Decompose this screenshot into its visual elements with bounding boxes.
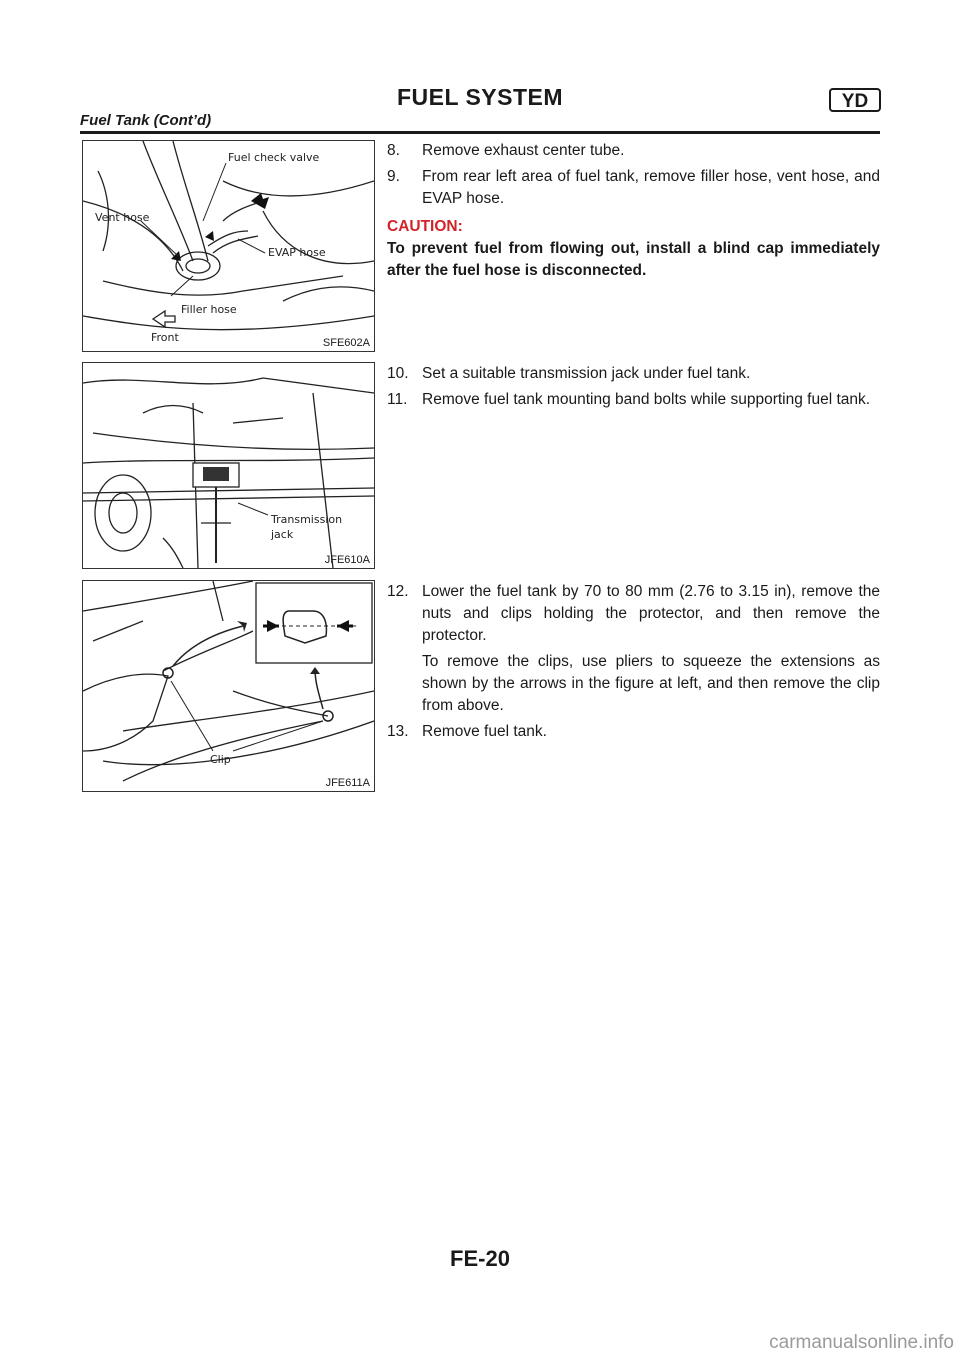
section-badge: YD bbox=[829, 88, 881, 112]
page-title: FUEL SYSTEM bbox=[396, 84, 564, 110]
step-number: 11. bbox=[387, 391, 408, 408]
label-vent-hose: Vent hose bbox=[95, 211, 150, 224]
step-11 bbox=[387, 389, 880, 411]
step-text: From rear left area of fuel tank, remove filler hose, vent hose, and EVAP hose. bbox=[422, 168, 880, 207]
caution-heading: CAUTION: bbox=[387, 218, 463, 235]
steps-section-2 bbox=[387, 363, 880, 415]
step-number: 8. bbox=[387, 142, 400, 159]
figure-code: JFE610A bbox=[324, 554, 370, 566]
label-clip: Clip bbox=[210, 753, 231, 766]
label-fuel-check-valve: Fuel check valve bbox=[228, 151, 320, 164]
transmission-jack-illustration bbox=[83, 363, 374, 568]
step-12 bbox=[387, 581, 880, 717]
step-10 bbox=[387, 363, 880, 385]
label-evap-hose: EVAP hose bbox=[268, 246, 326, 259]
caution-text: To prevent fuel from flowing out, install a blind cap immediately after the fuel hose is disconnected. bbox=[387, 240, 880, 279]
figure-protector-clip bbox=[82, 580, 375, 792]
label-transmission: Transmission bbox=[271, 513, 343, 526]
header-rule bbox=[80, 131, 880, 134]
step-number: 10. bbox=[387, 365, 409, 382]
label-front: Front bbox=[151, 331, 179, 344]
figure-transmission-jack bbox=[82, 362, 375, 569]
steps-section-1 bbox=[387, 140, 880, 282]
step-13 bbox=[387, 721, 880, 743]
watermark: carmanualsonline.info bbox=[769, 1332, 954, 1353]
step-number: 9. bbox=[387, 168, 400, 185]
page-number: FE-20 bbox=[450, 1246, 510, 1271]
protector-clip-illustration bbox=[83, 581, 374, 791]
fuel-hoses-illustration bbox=[83, 141, 374, 351]
step-text: Lower the fuel tank by 70 to 80 mm (2.76 to 3.15 in), remove the nuts and clips holding the protector, and then remove the protector. bbox=[422, 583, 880, 644]
step-text: Remove fuel tank. bbox=[422, 723, 547, 740]
figure-code: SFE602A bbox=[322, 337, 370, 349]
figure-code: JFE611A bbox=[325, 777, 370, 789]
page-subtitle: Fuel Tank (Cont’d) bbox=[80, 112, 212, 129]
figure-fuel-hoses bbox=[82, 140, 375, 352]
step-number: 13. bbox=[387, 723, 409, 740]
step-note: To remove the clips, use pliers to squeeze the extensions as shown by the arrows in the figure at left, and then remove the clip from above. bbox=[422, 653, 880, 714]
label-filler-hose: Filler hose bbox=[181, 303, 237, 316]
step-text: Remove fuel tank mounting band bolts while supporting fuel tank. bbox=[422, 391, 871, 408]
steps-section-3 bbox=[387, 581, 880, 747]
step-text: Remove exhaust center tube. bbox=[422, 142, 625, 159]
step-9 bbox=[387, 166, 880, 210]
step-number: 12. bbox=[387, 583, 409, 600]
step-text: Set a suitable transmission jack under fuel tank. bbox=[422, 365, 751, 382]
step-8 bbox=[387, 140, 880, 162]
label-jack: jack bbox=[271, 528, 294, 541]
